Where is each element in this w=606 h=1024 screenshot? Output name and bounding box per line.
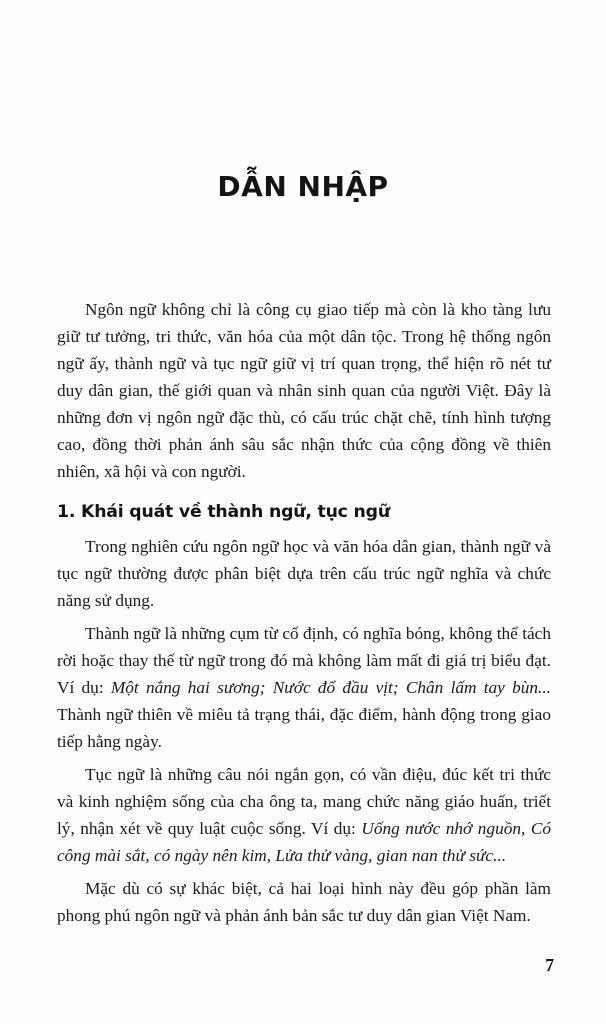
body-text: Ngôn ngữ không chỉ là công cụ giao tiếp mà còn là kho tàng lưu giữ tư tưởng, tri thức, văn hóa của một dân tộc. Trong hệ thống ngôn ngữ ấy, thành ngữ và tục ngữ giữ vị trí quan trọng, thể hiện rõ nét tư duy dân gian, thế giới quan và nhân sinh quan của người Việt. Đây là những đơn vị ngôn ngữ đặc thù, có cấu trúc chặt chẽ, tính hình tượng cao, đồng thời phản ánh sâu sắc nhận thức của cộng đồng về thiên nhiên, xã hội và con người. <box>57 300 551 481</box>
section-heading: 1. Khái quát về thành ngữ, tục ngữ <box>57 502 390 522</box>
body-text: Tục ngữ là những câu nói ngắn gọn, có vần điệu, đúc kết tri thức và kinh nghiệm sống của cha ông ta, mang chức năng giáo huấn, triết lý, nhận xét về quy luật cuộc sống. Ví dụ: <box>57 765 551 838</box>
chapter-title: DẪN NHẬP <box>217 170 389 203</box>
body-text: Trong nghiên cứu ngôn ngữ học và văn hóa dân gian, thành ngữ và tục ngữ thường được phân biệt dựa trên cấu trúc ngữ nghĩa và chức năng sử dụng. <box>57 537 551 610</box>
example-phrase: Uống nước nhớ nguồn, Có công mài sắt, có ngày nên kim, Lửa thử vàng, gian nan thử sức... <box>57 819 551 865</box>
section-paragraph <box>57 533 551 614</box>
section-paragraph <box>57 620 551 755</box>
body-text: Thành ngữ là những cụm từ cố định, có nghĩa bóng, không thể tách rời hoặc thay thế từ ngữ trong đó mà không làm mất đi giá trị biểu đạt. Ví dụ: <box>57 624 551 697</box>
body-text: Mặc dù có sự khác biệt, cả hai loại hình này đều góp phần làm phong phú ngôn ngữ và phản ánh bản sắc tư duy dân gian Việt Nam. <box>57 879 551 925</box>
example-phrase: Một nắng hai sương; Nước đổ đầu vịt; Chân lấm tay bùn... <box>110 678 551 697</box>
page-number: 7 <box>545 955 554 975</box>
section-paragraph <box>57 875 551 929</box>
section-paragraph <box>57 761 551 869</box>
body-text: Thành ngữ thiên về miêu tả trạng thái, đặc điểm, hành động trong giao tiếp hằng ngày. <box>57 705 551 751</box>
intro-paragraph <box>57 296 551 485</box>
page-content <box>57 296 551 935</box>
